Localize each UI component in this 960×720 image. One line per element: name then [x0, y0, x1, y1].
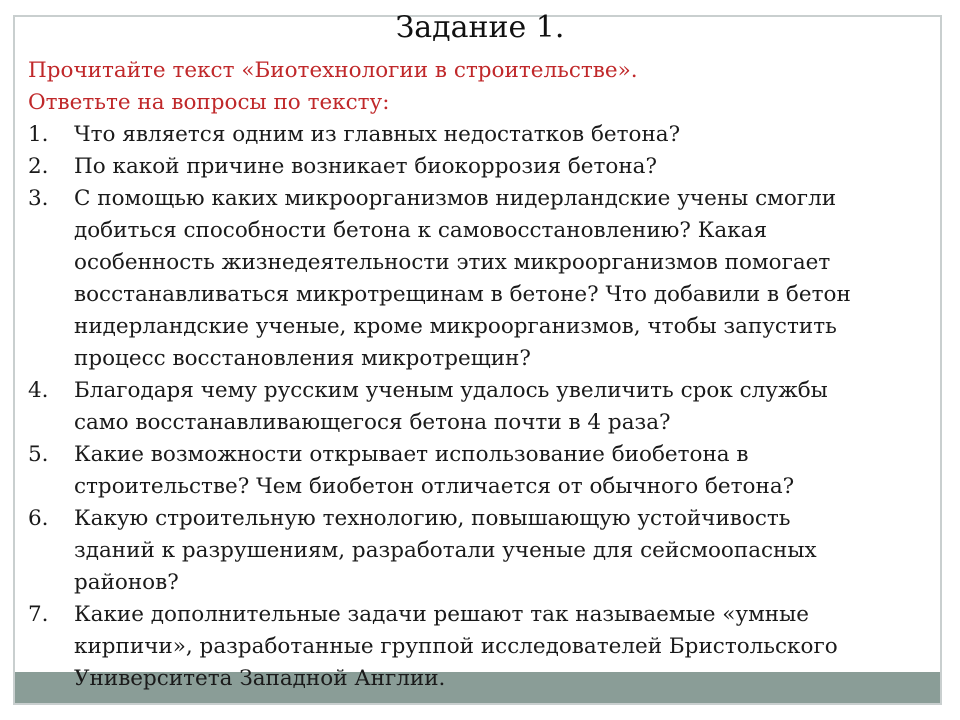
slide-title: Задание 1. — [395, 10, 565, 45]
question-text-line: Университета Западной Англии. — [74, 666, 446, 691]
question-list — [28, 119, 928, 695]
intro-block — [28, 55, 938, 119]
question-text-line: процесс восстановления микротрещин? — [74, 346, 531, 371]
question-item — [28, 183, 928, 375]
question-item — [28, 375, 928, 439]
question-text-line: районов? — [74, 570, 179, 595]
question-number: 5. — [28, 442, 49, 467]
question-text-line: само восстанавливающегося бетона почти в 4 раза? — [74, 410, 671, 435]
question-text-line: С помощью каких микроорганизмов нидерландские учены смогли — [74, 186, 837, 211]
question-text-line: нидерландские ученые, кроме микроорганизмов, чтобы запустить — [74, 314, 837, 339]
question-text-line: Какие дополнительные задачи решают так называемые «умные — [74, 602, 809, 627]
question-text-line: Благодаря чему русским ученым удалось увеличить срок службы — [74, 378, 828, 403]
question-text-line: добиться способности бетона к самовосстановлению? Какая — [74, 218, 768, 243]
question-text-line: Что является одним из главных недостатков бетона? — [74, 122, 681, 147]
intro-line-answer-questions: Ответьте на вопросы по тексту: — [28, 90, 390, 115]
question-number: 2. — [28, 154, 49, 179]
question-item — [28, 599, 928, 695]
question-number: 3. — [28, 186, 49, 211]
question-text-line: особенность жизнедеятельности этих микроорганизмов помогает — [74, 250, 831, 275]
question-text-line: Какую строительную технологию, повышающую устойчивость — [74, 506, 791, 531]
question-item — [28, 151, 928, 183]
question-item — [28, 119, 928, 151]
question-number: 1. — [28, 122, 49, 147]
question-text-line: зданий к разрушениям, разработали ученые для сейсмоопасных — [74, 538, 817, 563]
question-text-line: По какой причине возникает биокоррозия бетона? — [74, 154, 658, 179]
question-text-line: восстанавливаться микротрещинам в бетоне? Что добавили в бетон — [74, 282, 851, 307]
intro-line-read-text: Прочитайте текст «Биотехнологии в строительстве». — [28, 58, 638, 83]
question-item — [28, 439, 928, 503]
question-number: 7. — [28, 602, 49, 627]
question-item — [28, 503, 928, 599]
question-text-line: строительстве? Чем биобетон отличается от обычного бетона? — [74, 474, 795, 499]
question-number: 6. — [28, 506, 49, 531]
question-text-line: Какие возможности открывает использование биобетона в — [74, 442, 749, 467]
question-number: 4. — [28, 378, 49, 403]
question-text-line: кирпичи», разработанные группой исследователей Бристольского — [74, 634, 838, 659]
